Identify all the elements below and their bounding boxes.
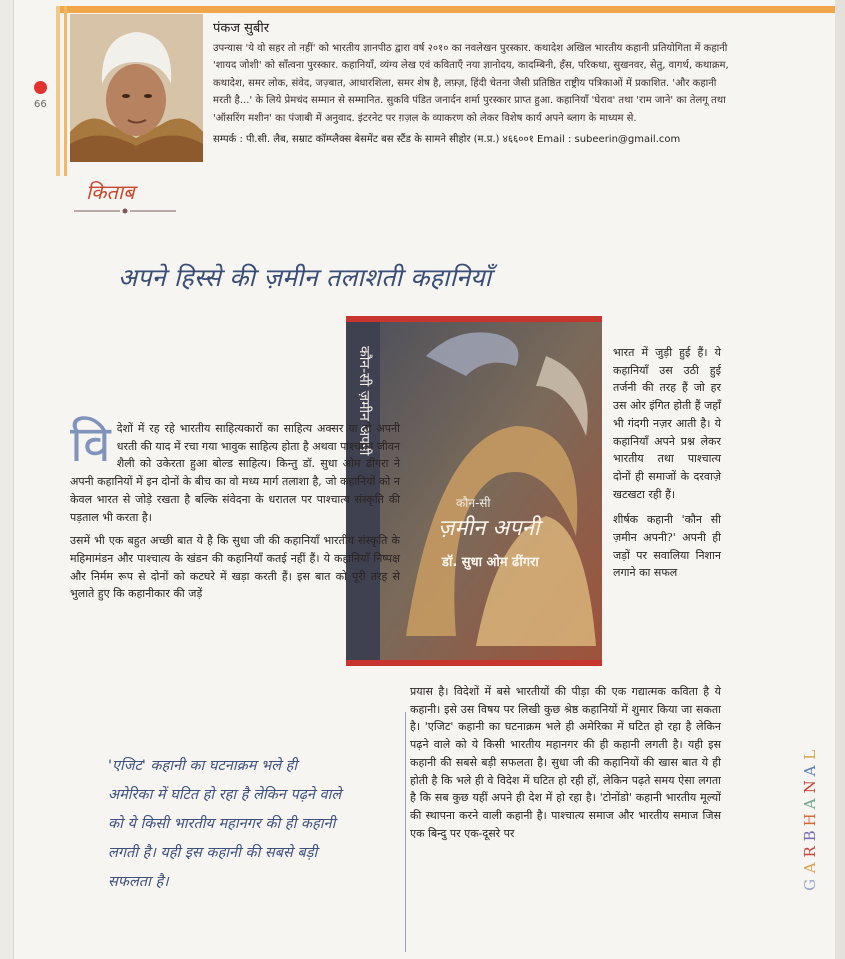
bio-line: मरती है...' के लिये प्रेमचंद सम्मान से सम्मानित. सुकवि पंडित जनार्दन शर्मा पुरस्कार प्राप्त हुआ. कहानियाँ 'घेराव' तथा 'राम जाने' का तेलगू तथा — [213, 95, 726, 107]
column-divider — [405, 712, 406, 952]
paragraph: उसमें भी एक बहुत अच्छी बात ये है कि सुधा जी की कहानियाँ भारतीय संस्कृति के महिमामंडन और पाश्चात्य के खंडन की कहानियाँ कतई नहीं हैं। ये कहानियाँ निष्पक्ष और निर्मम रूप से दोनों को कटघरे में खड़ा करती हैं। इस बात को पूरी तरह से भुलाते हुए कि कहानीकार की जड़ें — [70, 534, 400, 601]
column-left — [70, 415, 400, 609]
author-bio — [213, 18, 818, 145]
brand-letter: R — [800, 844, 819, 858]
book-title-small: कौन-सी — [456, 496, 491, 510]
paragraph: देशों में रह रहे भारतीय साहित्यकारों का साहित्य अक्सर या तो अपनी धरती की याद में रचा गया भावुक साहित्य होता है अथवा पाश्चात्य जीवन शैली को उकेरता हुआ बोल्ड साहित्य। किन्तु डॉ. सुधा ओम ढींगरा ने अपनी कहानियों में इन दोनों के बीच का वो मध्य मार्ग तलाशा है, जो कहानियों को न केवल भारत से जोड़े रखता है बल्कि संवेदना के धरातल पर पाश्चात्य संस्कृति की पड़ताल भी करता है। — [70, 422, 400, 524]
magazine-brand-vertical — [800, 746, 820, 892]
brand-letter: G — [800, 876, 819, 891]
page-number: 66 — [34, 99, 47, 110]
page-edge — [835, 0, 845, 959]
contact-line: सम्पर्क : पी.सी. लैब, सम्राट कॉम्प्लैक्स बेसमेंट बस स्टैंड के सामने सीहोर (म.प्र.) ४६६००१ Email : subeerin@gmail.com — [213, 134, 681, 146]
brand-letter: A — [800, 796, 819, 809]
book-author: डॉ. सुधा ओम ढींगरा — [442, 555, 539, 570]
paragraph: शीर्षक कहानी 'कौन सी ज़मीन अपनी?' अपनी ही जड़ों पर सवालिया निशान लगाने का सफल — [613, 513, 721, 580]
section-flourish — [70, 206, 180, 216]
brand-letter: N — [800, 779, 819, 794]
section-label: किताब — [86, 180, 135, 204]
bio-line: 'ऑसरिंग मशीन' का पंजाबी में अनुवाद. इंटरनेट पर ग़ज़ल के व्याकरण को लेकर विशेष कार्य अपने ब्लाग के माध्यम से. — [213, 112, 637, 124]
author-name: पंकज सुबीर — [213, 21, 270, 36]
paragraph: भारत में जुड़ी हुई हैं। ये कहानियाँ उस उठी हुई तर्जनी की तरह हैं जो हर उस ओर इंगित होती हैं जहाँ भी गंदगी नज़र आती है। ये कहानियाँ अपने प्रश्न लेकर भारतीय तथा पाश्चात्य दोनों ही समाजों के दरवाज़े खटखटा रही हैं। — [613, 346, 721, 501]
accent-stripe — [56, 6, 60, 176]
bio-text — [213, 40, 818, 127]
column-right — [613, 344, 721, 590]
book-title: ज़मीन अपनी — [438, 516, 540, 541]
brand-letter: A — [800, 861, 819, 874]
pull-quote: 'एजिट' कहानी का घटनाक्रम भले ही अमेरिका में घटित हो रहा है लेकिन पढ़ने वाले को ये किसी भारतीय महानगर की ही कहानी लगती है। यही इस कहानी की सबसे बड़ी सफलता है। — [108, 758, 342, 890]
bio-line: 'शायद जोशी' को साँत्वना पुरस्कार. कहानियाँ, व्यंग्य लेख एवं कविताएँ नया ज्ञानोदय, कादम्बिनी, हँस, परिकथा, सुखनवर, सेतु, वागर्थ, कथाक्रम, — [213, 60, 729, 72]
brand-letter: H — [800, 811, 819, 827]
column-middle: प्रयास है। विदेशों में बसे भारतीयों की पीड़ा की एक गद्यात्मक कविता है ये कहानी। इसे उस विषय पर लिखी कुछ श्रेष्ठ कहानियों में शुमार किया जा सकता है। 'एजिट' कहानी का घटनाक्रम भले ही अमेरिका में घटित हो रहा है लेकिन पढ़ने वाले को ये किसी भारतीय महानगर की ही कहानी लगती है। यही इस कहानी की सबसे बड़ी सफलता है। सुधा जी की कहानियों की खास बात ये ही होती है कि भले ही वे विदेश में घटित हो रही हों, लेकिन पढ़ते समय ऐसा लगता है कि सब कुछ यहीं अपने ही देश में हो रहा है। 'टोनोंडो' कहानी भारतीय मूल्यों की स्थापना करने वाली कहानी है। पाश्चात्य समाज और भारतीय समाज जिस एक बिन्दु पर एक-दूसरे पर — [410, 685, 721, 840]
bio-line: कथादेश, समर लोक, संवेद, जज़्बात, आधारशिला, समर शेष है, लफ़्ज़, हिंदी चेतना जैसी प्रतिष्ठित राष्ट्रीय पत्रिकाओं में प्रकाशित. 'और कहानी — [213, 77, 717, 89]
brand-letter: A — [800, 764, 819, 777]
article-headline: अपने हिस्से की ज़मीन तलाशती कहानियाँ — [118, 263, 492, 292]
book-spine-title: कौन-सी ज़मीन अपनी — [356, 346, 372, 456]
bio-line: उपन्यास 'ये वो सहर तो नहीं' को भारतीय ज्ञानपीठ द्वारा वर्ष २०१० का नवलेखन पुरस्कार. कथादेश अखिल भारतीय कहानी प्रतियोगिता में कहानी — [213, 43, 728, 54]
page-gutter — [0, 0, 14, 959]
drop-cap: वि — [70, 415, 111, 473]
brand-letter: L — [800, 748, 819, 760]
page-marker-dot — [34, 81, 47, 94]
brand-letter: B — [800, 828, 819, 842]
top-accent-bar — [56, 6, 835, 13]
accent-stripe — [64, 6, 67, 176]
author-photo — [70, 14, 203, 162]
